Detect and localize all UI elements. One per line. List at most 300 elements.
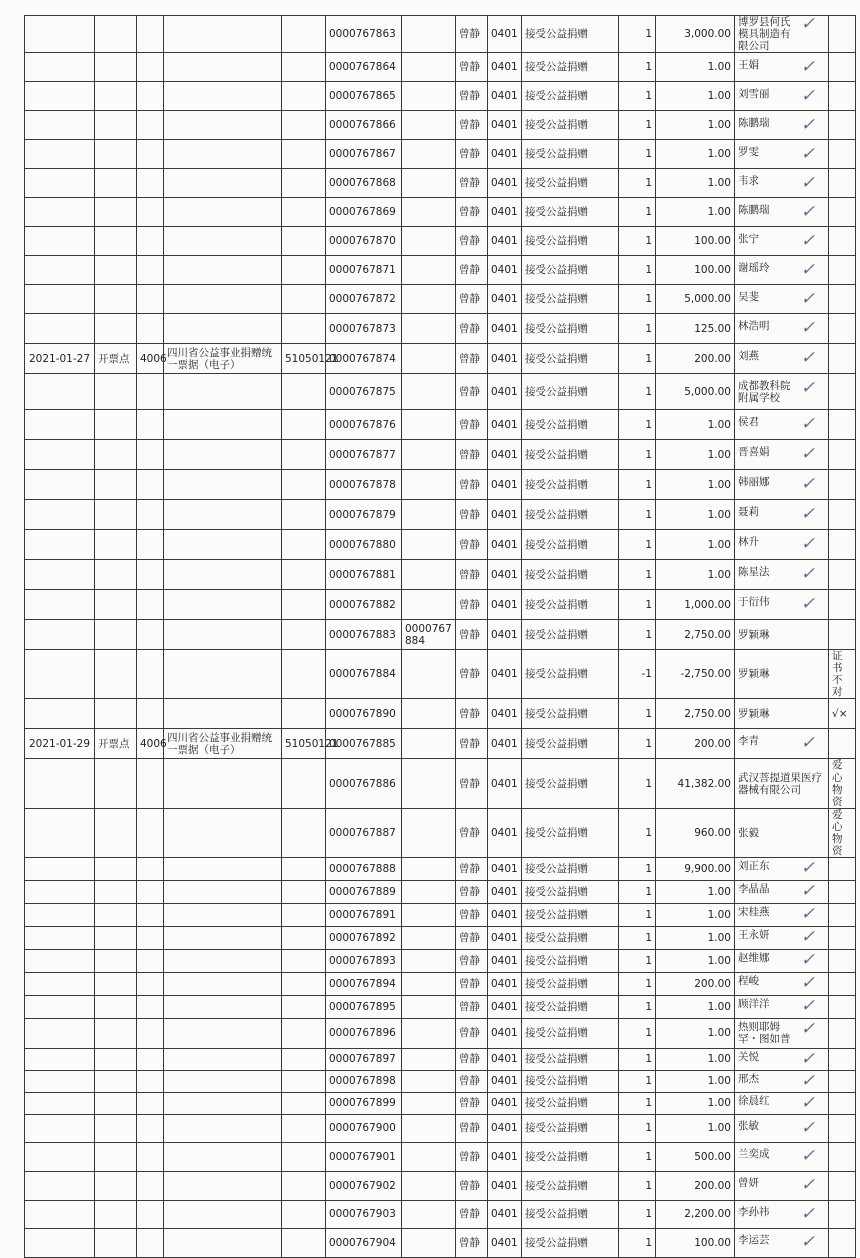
- amount-cell: [656, 82, 735, 111]
- table-row: [25, 53, 856, 82]
- table-row: [25, 560, 856, 590]
- date-cell: [25, 650, 95, 699]
- operator-text: 曾静: [459, 508, 480, 521]
- operator-cell: [456, 198, 488, 227]
- date-cell: [25, 440, 95, 470]
- date-cell: [25, 374, 95, 410]
- checkmark-icon: ✓: [800, 377, 815, 398]
- operator-text: 曾静: [459, 954, 480, 967]
- quantity-text: 1: [645, 1208, 652, 1221]
- receipt-type-cell: [164, 374, 282, 410]
- quantity-cell: [619, 169, 656, 198]
- donor-name-text: 张宁: [738, 232, 759, 245]
- table-row: [25, 995, 856, 1018]
- item-code-cell: [488, 650, 522, 699]
- item-code-text: 0401: [491, 352, 518, 365]
- table-row: [25, 972, 856, 995]
- related-number-cell: [402, 759, 456, 808]
- operator-cell: [456, 995, 488, 1018]
- quantity-text: 1: [645, 418, 652, 431]
- item-code-text: 0401: [491, 478, 518, 491]
- dept-code-cell: [137, 1018, 164, 1048]
- item-name-text: 接受公益捐赠: [525, 538, 588, 551]
- receipt-number-cell: [326, 857, 402, 880]
- receipt-type-cell: [164, 285, 282, 314]
- amount-text: 200.00: [694, 1179, 731, 1192]
- quantity-cell: [619, 500, 656, 530]
- related-number-cell: [402, 972, 456, 995]
- donor-name-text: 陈鹏瑞: [738, 203, 770, 216]
- item-code-text: 0401: [491, 954, 518, 967]
- quantity-cell: [619, 560, 656, 590]
- date-cell: [25, 926, 95, 949]
- receipt-type-cell: [164, 111, 282, 140]
- item-name-cell: [522, 530, 619, 560]
- receipt-number-text: 0000767867: [329, 148, 396, 161]
- remark-cell: [829, 140, 856, 169]
- item-code-cell: [488, 53, 522, 82]
- item-name-cell: [522, 285, 619, 314]
- checkmark-icon: ✓: [800, 288, 815, 309]
- receipt-type-cell: [164, 590, 282, 620]
- issue-point-cell: [95, 759, 137, 808]
- quantity-cell: [619, 1171, 656, 1200]
- operator-text: 曾静: [459, 148, 480, 161]
- donor-name-cell: [735, 374, 829, 410]
- dept-code-cell: [137, 140, 164, 169]
- quantity-text: 1: [645, 628, 652, 641]
- item-code-text: 0401: [491, 668, 518, 681]
- date-cell: [25, 314, 95, 344]
- related-number-text: 0000767884: [405, 622, 452, 647]
- issue-point-cell: [95, 590, 137, 620]
- remark-cell: [829, 808, 856, 857]
- checkmark-icon: ✓: [800, 474, 815, 495]
- date-cell: [25, 198, 95, 227]
- item-code-cell: [488, 857, 522, 880]
- amount-cell: [656, 972, 735, 995]
- receipt-number-cell: [326, 530, 402, 560]
- receipt-number-cell: [326, 620, 402, 650]
- item-name-text: 接受公益捐赠: [525, 28, 588, 41]
- item-name-cell: [522, 949, 619, 972]
- issue-point-cell: [95, 314, 137, 344]
- receipt-number-cell: [326, 53, 402, 82]
- operator-text: 曾静: [459, 61, 480, 74]
- issue-point-cell: [95, 227, 137, 256]
- quantity-cell: [619, 82, 656, 111]
- checkmark-icon: ✓: [800, 230, 815, 251]
- donor-name-text: 王永妍: [738, 929, 770, 942]
- operator-cell: [456, 169, 488, 198]
- operator-text: 曾静: [459, 418, 480, 431]
- dept-code-cell: [137, 949, 164, 972]
- item-name-text: 接受公益捐赠: [525, 148, 588, 161]
- item-code-cell: [488, 440, 522, 470]
- quantity-text: 1: [645, 1075, 652, 1088]
- quantity-cell: [619, 111, 656, 140]
- checkmark-icon: ✓: [800, 904, 815, 925]
- amount-cell: [656, 1200, 735, 1228]
- receipt-number-cell: [326, 1228, 402, 1257]
- donor-name-cell: [735, 880, 829, 903]
- item-name-text: 接受公益捐赠: [525, 908, 588, 921]
- checkmark-icon: ✓: [800, 534, 815, 555]
- item-code-text: 0401: [491, 1053, 518, 1066]
- operator-text: 曾静: [459, 119, 480, 132]
- quantity-cell: [619, 972, 656, 995]
- amount-text: 1.00: [707, 448, 731, 461]
- item-code-cell: [488, 169, 522, 198]
- quantity-text: 1: [645, 385, 652, 398]
- quantity-text: 1: [645, 119, 652, 132]
- dept-code-cell: [137, 314, 164, 344]
- quantity-text: 1: [645, 1122, 652, 1135]
- donor-name-text: 罗颖琳: [738, 628, 770, 641]
- checkmark-icon: ✓: [800, 201, 815, 222]
- remark-cell: [829, 1018, 856, 1048]
- issue-point-cell: [95, 344, 137, 374]
- operator-cell: [456, 1070, 488, 1092]
- remark-cell: [829, 1092, 856, 1114]
- receipt-number-text: 0000767890: [329, 707, 396, 720]
- related-number-cell: [402, 1018, 456, 1048]
- receipt-number-cell: [326, 903, 402, 926]
- date-cell: [25, 949, 95, 972]
- receipt-number-cell: [326, 500, 402, 530]
- amount-cell: [656, 857, 735, 880]
- amount-text: 1.00: [707, 90, 731, 103]
- item-code-cell: [488, 256, 522, 285]
- batch-code-cell: [282, 1114, 326, 1142]
- date-cell: [25, 620, 95, 650]
- batch-code-cell: [282, 560, 326, 590]
- amount-text: 2,200.00: [684, 1208, 731, 1221]
- batch-code-cell: [282, 590, 326, 620]
- item-name-cell: [522, 1228, 619, 1257]
- quantity-cell: [619, 1228, 656, 1257]
- operator-cell: [456, 314, 488, 344]
- checkmark-icon: ✓: [800, 996, 815, 1017]
- item-code-cell: [488, 1070, 522, 1092]
- donor-name-text: 顾洋洋: [738, 998, 770, 1011]
- donor-name-cell: [735, 344, 829, 374]
- item-name-cell: [522, 198, 619, 227]
- quantity-text: 1: [645, 885, 652, 898]
- donor-name-cell: [735, 1142, 829, 1171]
- donor-name-text: 程峻: [738, 975, 759, 988]
- receipt-number-cell: [326, 995, 402, 1018]
- batch-code-cell: [282, 314, 326, 344]
- operator-cell: [456, 256, 488, 285]
- related-number-cell: [402, 82, 456, 111]
- item-name-cell: [522, 880, 619, 903]
- remark-cell: [829, 169, 856, 198]
- issue-point-cell: [95, 530, 137, 560]
- receipt-number-cell: [326, 759, 402, 808]
- batch-code-cell: [282, 410, 326, 440]
- remark-cell: [829, 699, 856, 729]
- donor-name-cell: [735, 140, 829, 169]
- receipt-type-cell: [164, 169, 282, 198]
- receipt-number-cell: [326, 590, 402, 620]
- quantity-cell: [619, 1142, 656, 1171]
- receipt-type-cell: [164, 857, 282, 880]
- item-name-cell: [522, 1018, 619, 1048]
- item-name-cell: [522, 111, 619, 140]
- item-code-cell: [488, 227, 522, 256]
- amount-text: 1.00: [707, 568, 731, 581]
- receipt-number-text: 0000767903: [329, 1208, 396, 1221]
- batch-code-cell: [282, 1018, 326, 1048]
- amount-text: -2,750.00: [680, 668, 731, 681]
- remark-cell: [829, 926, 856, 949]
- receipt-number-text: 0000767880: [329, 538, 396, 551]
- receipt-type-cell: [164, 759, 282, 808]
- remark-cell: [829, 256, 856, 285]
- quantity-cell: [619, 530, 656, 560]
- receipt-number-text: 0000767897: [329, 1053, 396, 1066]
- item-name-text: 接受公益捐赠: [525, 1075, 588, 1088]
- amount-cell: [656, 111, 735, 140]
- dept-code-cell: [137, 560, 164, 590]
- table-row: [25, 1092, 856, 1114]
- related-number-cell: [402, 903, 456, 926]
- table-row: [25, 808, 856, 857]
- operator-cell: [456, 1200, 488, 1228]
- receipt-number-cell: [326, 198, 402, 227]
- receipt-number-text: 0000767871: [329, 264, 396, 277]
- operator-cell: [456, 140, 488, 169]
- amount-cell: [656, 1018, 735, 1048]
- amount-text: 1.00: [707, 1075, 731, 1088]
- checkmark-icon: ✓: [800, 1146, 815, 1167]
- quantity-text: 1: [645, 1097, 652, 1110]
- dept-code-cell: [137, 699, 164, 729]
- quantity-text: 1: [645, 777, 652, 790]
- batch-code-cell: [282, 1228, 326, 1257]
- receipt-number-text: 0000767899: [329, 1097, 396, 1110]
- amount-text: 500.00: [694, 1150, 731, 1163]
- item-code-text: 0401: [491, 1122, 518, 1135]
- operator-cell: [456, 590, 488, 620]
- amount-text: 1.00: [707, 1053, 731, 1066]
- remark-cell: [829, 374, 856, 410]
- operator-text: 曾静: [459, 385, 480, 398]
- receipt-number-text: 0000767873: [329, 322, 396, 335]
- receipt-number-text: 0000767904: [329, 1236, 396, 1249]
- remark-cell: [829, 857, 856, 880]
- dept-code-cell: [137, 1228, 164, 1257]
- donor-name-cell: [735, 111, 829, 140]
- item-name-text: 接受公益捐赠: [525, 448, 588, 461]
- related-number-cell: [402, 1228, 456, 1257]
- item-code-text: 0401: [491, 293, 518, 306]
- related-number-cell: [402, 198, 456, 227]
- donor-name-cell: [735, 1070, 829, 1092]
- checkmark-icon: ✓: [800, 973, 815, 994]
- table-row: [25, 470, 856, 500]
- quantity-cell: [619, 1070, 656, 1092]
- donor-name-text: 兰奕成: [738, 1148, 770, 1161]
- operator-cell: [456, 620, 488, 650]
- receipt-type-cell: [164, 650, 282, 699]
- issue-point-cell: [95, 285, 137, 314]
- item-code-cell: [488, 808, 522, 857]
- donor-name-cell: [735, 500, 829, 530]
- item-name-text: 接受公益捐赠: [525, 737, 588, 750]
- dept-code-cell: [137, 111, 164, 140]
- related-number-cell: [402, 440, 456, 470]
- receipt-number-text: 0000767865: [329, 90, 396, 103]
- item-name-cell: [522, 169, 619, 198]
- checkmark-icon: ✓: [800, 1019, 815, 1040]
- donor-name-text: 吴斐: [738, 290, 759, 303]
- amount-text: 100.00: [694, 235, 731, 248]
- item-code-text: 0401: [491, 206, 518, 219]
- donor-name-text: 林浩明: [738, 320, 770, 333]
- dept-code-cell: [137, 590, 164, 620]
- amount-cell: [656, 1142, 735, 1171]
- dept-code-cell: [137, 926, 164, 949]
- item-code-text: 0401: [491, 119, 518, 132]
- remark-cell: [829, 1200, 856, 1228]
- donor-name-cell: [735, 590, 829, 620]
- related-number-cell: [402, 650, 456, 699]
- receipt-type-cell: [164, 1228, 282, 1257]
- operator-text: 曾静: [459, 628, 480, 641]
- donor-name-cell: [735, 560, 829, 590]
- date-cell: [25, 53, 95, 82]
- donor-name-cell: [735, 410, 829, 440]
- donor-name-cell: [735, 949, 829, 972]
- item-name-text: 接受公益捐赠: [525, 1150, 588, 1163]
- item-name-text: 接受公益捐赠: [525, 119, 588, 132]
- receipt-number-cell: [326, 169, 402, 198]
- batch-code-cell: [282, 530, 326, 560]
- donor-name-cell: [735, 314, 829, 344]
- donor-name-text: 李青: [738, 735, 759, 748]
- donor-name-text: 赵维娜: [738, 952, 770, 965]
- item-name-text: 接受公益捐赠: [525, 668, 588, 681]
- operator-text: 曾静: [459, 568, 480, 581]
- table-row: [25, 620, 856, 650]
- remark-cell: [829, 82, 856, 111]
- receipt-number-cell: [326, 926, 402, 949]
- operator-cell: [456, 1048, 488, 1070]
- amount-text: 1.00: [707, 478, 731, 491]
- receipt-number-text: 0000767883: [329, 628, 396, 641]
- dept-code-cell: [137, 995, 164, 1018]
- date-cell: [25, 1070, 95, 1092]
- batch-code-cell: [282, 344, 339, 374]
- issue-point-cell: [95, 650, 137, 699]
- donor-name-text: 徐晨红: [738, 1094, 770, 1107]
- related-number-cell: [402, 169, 456, 198]
- table-row: [25, 374, 856, 410]
- table-row: [25, 1228, 856, 1257]
- receipt-type-cell: [164, 314, 282, 344]
- item-code-cell: [488, 1142, 522, 1171]
- donor-name-cell: [735, 759, 829, 808]
- batch-code-cell: [282, 140, 326, 169]
- item-code-cell: [488, 374, 522, 410]
- amount-text: 1.00: [707, 885, 731, 898]
- issue-point-cell: [95, 1048, 137, 1070]
- batch-code-cell: [282, 256, 326, 285]
- receipt-number-cell: [326, 1092, 402, 1114]
- table-row: [25, 880, 856, 903]
- item-name-text: 接受公益捐赠: [525, 1053, 588, 1066]
- issue-point-cell: [95, 1092, 137, 1114]
- operator-text: 曾静: [459, 478, 480, 491]
- table-row: [25, 169, 856, 198]
- donor-name-cell: [735, 620, 829, 650]
- quantity-cell: [619, 227, 656, 256]
- amount-cell: [656, 1171, 735, 1200]
- amount-text: 5,000.00: [684, 385, 731, 398]
- amount-cell: [656, 560, 735, 590]
- checkmark-icon: ✓: [800, 1203, 815, 1224]
- receipt-number-cell: [326, 256, 402, 285]
- checkmark-icon: ✓: [800, 1175, 815, 1196]
- amount-cell: [656, 140, 735, 169]
- receipt-number-cell: [326, 16, 402, 53]
- donor-name-text: 韦求: [738, 174, 759, 187]
- receipt-type-cell: [164, 1018, 282, 1048]
- receipt-number-cell: [326, 470, 402, 500]
- amount-cell: [656, 995, 735, 1018]
- issue-point-cell: [95, 1070, 137, 1092]
- receipt-type-text: 四川省公益事业捐赠统一票据（电子）: [167, 346, 272, 371]
- amount-cell: [656, 169, 735, 198]
- item-name-cell: [522, 1048, 619, 1070]
- dept-code-cell: [137, 880, 164, 903]
- checkmark-icon: ✓: [800, 318, 815, 339]
- remark-cell: [829, 949, 856, 972]
- donor-name-cell: [735, 1018, 829, 1048]
- remark-cell: [829, 1048, 856, 1070]
- batch-code-cell: [282, 198, 326, 227]
- operator-cell: [456, 699, 488, 729]
- amount-cell: [656, 227, 735, 256]
- batch-code-cell: [282, 1092, 326, 1114]
- amount-cell: [656, 198, 735, 227]
- checkmark-icon: ✓: [800, 504, 815, 525]
- issue-point-text: 开票点: [98, 352, 130, 365]
- issue-point-cell: [95, 256, 137, 285]
- remark-cell: [829, 53, 856, 82]
- date-cell: [25, 880, 95, 903]
- issue-point-cell: [95, 729, 137, 759]
- dept-code-cell: [137, 972, 164, 995]
- batch-code-cell: [282, 857, 326, 880]
- date-cell: [25, 285, 95, 314]
- remark-cell: [829, 880, 856, 903]
- donor-name-cell: [735, 227, 829, 256]
- donor-name-cell: [735, 1114, 829, 1142]
- donor-name-cell: [735, 926, 829, 949]
- item-code-text: 0401: [491, 862, 518, 875]
- batch-code-cell: [282, 903, 326, 926]
- date-cell: [25, 1114, 95, 1142]
- amount-text: 100.00: [694, 264, 731, 277]
- dept-code-text: 4006: [140, 352, 167, 365]
- item-name-cell: [522, 256, 619, 285]
- receipt-number-text: 0000767898: [329, 1075, 396, 1088]
- donor-name-cell: [735, 1048, 829, 1070]
- operator-cell: [456, 1228, 488, 1257]
